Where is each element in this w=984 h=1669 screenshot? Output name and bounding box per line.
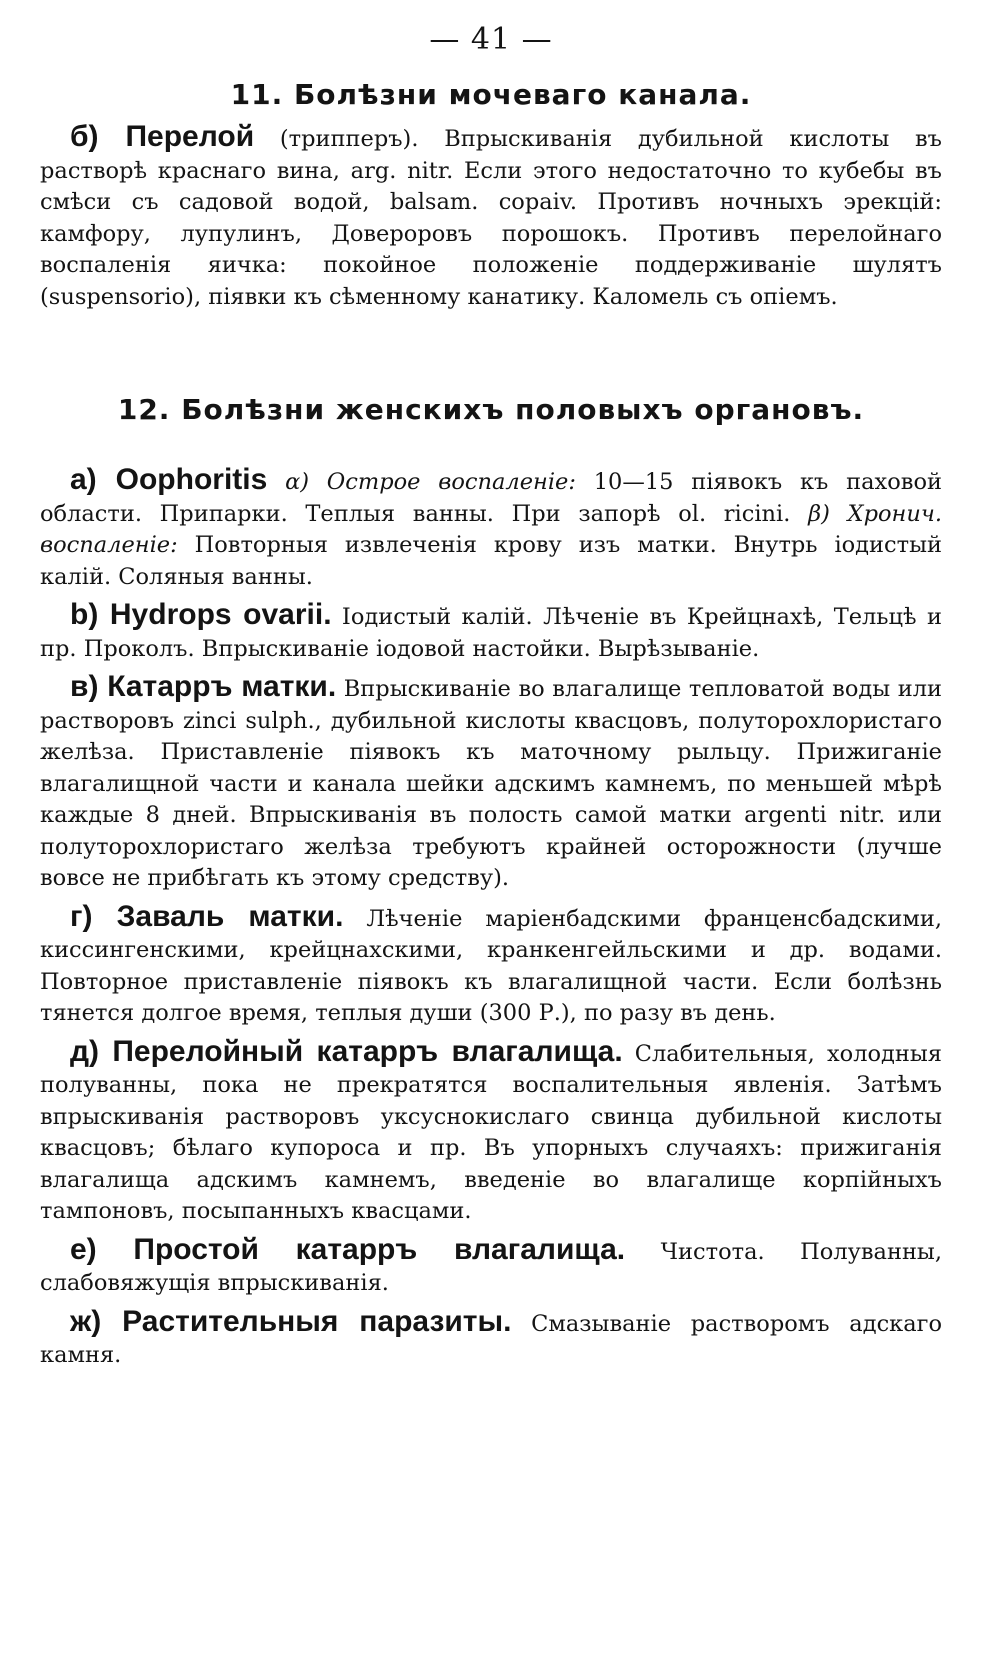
section-11-title: 11. Болѣзни мочеваго канала. <box>230 78 752 111</box>
section-12-e-text: Чистота. Полуванны, слабовяжущія впрыскиванія. <box>40 1238 942 1296</box>
section-12-d-text: Слабительныя, холодныя полуванны, пока не прекратятся воспалительныя явленія. Затѣмъ впрыскиванія растворовъ уксуснокислаго свинца дубильной кислоты квасцовъ; бѣлаго купороса и пр. Въ упорныхъ случаяхъ: прижиганія влагалища адскимъ камнемъ, введеніе во влагалище корпійныхъ тампоновъ, посыпанныхъ квасцами. <box>40 1040 942 1224</box>
section-12-paragraph-b <box>40 599 942 665</box>
section-12-paragraph-v <box>40 671 942 895</box>
section-12-b-text: Іодистый калій. Лѣченіе въ Крейцнахѣ, Тельцѣ и пр. Проколъ. Впрыскиваніе іодовой настойки. Вырѣзываніе. <box>40 604 942 662</box>
section-12-paragraph-g <box>40 901 942 1030</box>
section-11-b-heading: б) Перелой <box>70 120 255 153</box>
section-12-b-heading: b) Hydrops ovarii. <box>70 598 332 631</box>
section-12-paragraph-e <box>40 1234 942 1300</box>
section-12-v-text: Впрыскиваніе во влагалище тепловатой воды или растворовъ zinci sulph., дубильной кислоты квасцовъ, полуторохлористаго желѣза. Приставленіе піявокъ къ маточному рыльцу. Прижиганіе влагалищной части и канала шейки адскимъ камнемъ, по меньшей мѣрѣ каждые 8 дней. Впрыскиванія въ полость самой матки argenti nitr. или полуторохлористаго желѣза требуютъ крайней осторожности (лучше вовсе не прибѣгать къ этому средству). <box>40 676 943 891</box>
section-12-paragraph-zh <box>40 1306 942 1372</box>
section-12-zh-text: Смазываніе растворомъ адскаго камня. <box>40 1310 942 1368</box>
page-number: — 41 — <box>429 22 553 57</box>
section-12-v-heading: в) Катарръ матки. <box>70 670 337 703</box>
section-12-a-heading: а) Oophoritis <box>70 463 268 496</box>
section-12-g-heading: г) Заваль матки. <box>70 899 344 933</box>
section-11-paragraph-b <box>40 121 942 313</box>
section-12-d-heading: д) Перелойный катарръ влагалища. <box>70 1034 623 1068</box>
section-12-a-beta-label: β) Хронич. воспаленіе: <box>40 500 942 558</box>
section-12-e-heading: е) Простой катарръ влагалища. <box>70 1232 626 1266</box>
section-11-b-text: (трипперъ). Впрыскиванія дубильной кислоты въ растворѣ краснаго вина, arg. nitr. Если этого недостаточно то кубебы въ смѣси съ садовой водой, balsam. copaiv. Противъ ночныхъ эрекцій: камфору, лупулинъ, Довероровъ порошокъ. Противъ перелойнаго воспаленія яичка: покойное положеніе поддерживаніе шулятъ (suspensorio), піявки къ сѣменному канатику. Каломель съ опіемъ. <box>40 126 942 310</box>
section-12-a-alpha-label: α) Острое воспаленіе: <box>267 469 576 495</box>
section-12-a-beta-text: Повторныя извлеченія крову изъ матки. Внутрь іодистый калій. Соляныя ванны. <box>40 532 942 590</box>
section-12-paragraph-a <box>40 464 942 593</box>
section-12-a-alpha-text: 10—15 піявокъ къ паховой области. Припарки. Теплыя ванны. При запорѣ ol. ricini. <box>40 469 942 527</box>
section-12-paragraph-d <box>40 1036 942 1228</box>
section-12-title: 12. Болѣзни женскихъ половыхъ органовъ. <box>117 393 865 426</box>
section-12-g-text: Лѣченіе маріенбадскими франценсбадскими, киссингенскими, крейцнахскими, кранкенгейльскими и др. водами. Повторное приставленіе піявокъ къ влагалищной части. Если болѣзнь тянется долгое время, теплыя души (300 Р.), по разу въ день. <box>40 905 942 1026</box>
section-12-zh-heading: ж) Растительныя паразиты. <box>70 1304 512 1338</box>
